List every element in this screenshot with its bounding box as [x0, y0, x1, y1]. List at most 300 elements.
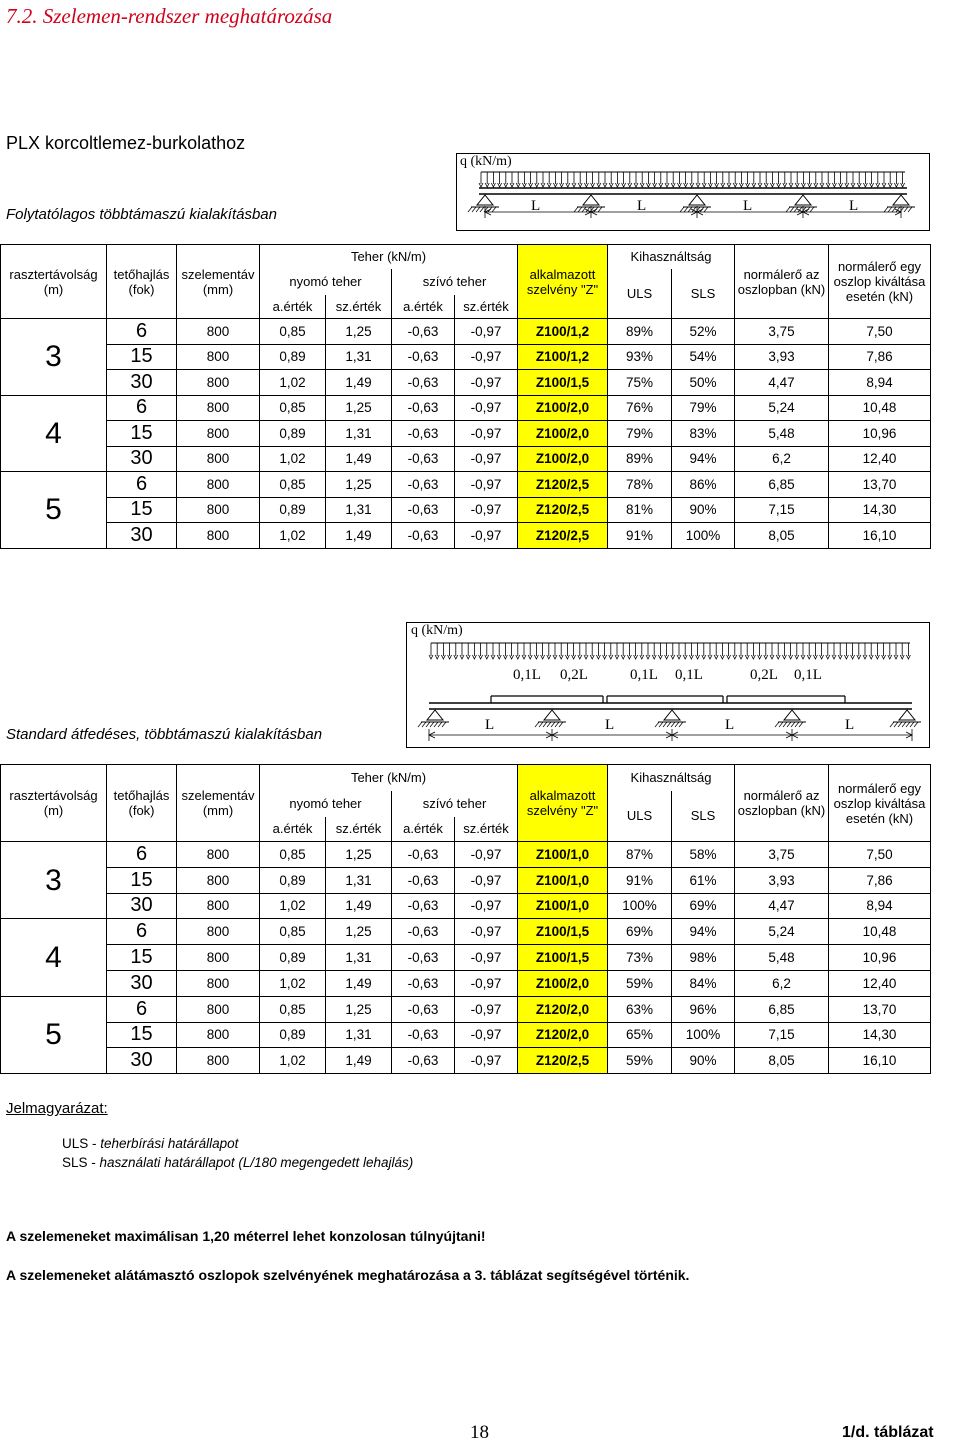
table-cell: -0,97: [455, 842, 518, 868]
fixed-support-icon: [468, 195, 499, 212]
span-label: L: [849, 198, 859, 214]
table-cell: 79%: [672, 395, 735, 421]
table-cell: -0,63: [392, 1048, 455, 1074]
table-cell: 91%: [608, 523, 672, 549]
table-cell: 800: [177, 945, 260, 971]
table-cell: 83%: [672, 421, 735, 447]
table-cell: 81%: [608, 497, 672, 523]
table-cell: 1,31: [326, 945, 392, 971]
legend-title: Jelmagyarázat:: [6, 1100, 108, 1117]
table-cell: 7,86: [829, 867, 931, 893]
table-cell: 1,02: [260, 970, 326, 996]
table-cell: 89%: [608, 446, 672, 472]
table-cell: 94%: [672, 919, 735, 945]
cell-szelveny: Z120/2,5: [518, 1048, 608, 1074]
table-cell: 12,40: [829, 446, 931, 472]
raszter-group: 5: [1, 996, 107, 1073]
table-cell: 800: [177, 497, 260, 523]
cell-szelveny: Z100/1,0: [518, 867, 608, 893]
header-szelveny: alkalmazott szelvény "Z": [518, 765, 608, 842]
cell-tetohajlas: 30: [107, 1048, 177, 1074]
cell-tetohajlas: 6: [107, 472, 177, 498]
table-cell: -0,63: [392, 945, 455, 971]
table-row: [1, 945, 931, 971]
note-columns: A szelemeneket alátámasztó oszlopok szelvényének meghatározása a 3. táblázat segítségével történik.: [6, 1267, 690, 1283]
table-cell: -0,63: [392, 395, 455, 421]
table-row: [1, 867, 931, 893]
legend-key: SLS -: [62, 1155, 96, 1170]
table-cell: 16,10: [829, 1048, 931, 1074]
table-cell: 1,25: [326, 472, 392, 498]
table-row: [1, 1048, 931, 1074]
table-cell: -0,97: [455, 970, 518, 996]
header-teher: Teher (kN/m): [260, 765, 518, 791]
header-szelementav: szelementáv (mm): [177, 765, 260, 842]
table-row: [1, 970, 931, 996]
cell-szelveny: Z100/1,5: [518, 919, 608, 945]
page-title: 7.2. Szelemen-rendszer meghatározása: [6, 4, 333, 28]
overlap-label: 0,2L: [560, 667, 588, 683]
table-cell: 10,96: [829, 945, 931, 971]
roller-support-icon: [890, 710, 921, 727]
header-aertek: a.érték: [392, 817, 455, 842]
table-row: [1, 842, 931, 868]
table-cell: -0,97: [455, 421, 518, 447]
table-cell: 800: [177, 1022, 260, 1048]
table-cell: 14,30: [829, 497, 931, 523]
table-cell: 5,24: [735, 919, 829, 945]
table-cell: 10,96: [829, 421, 931, 447]
table-cell: 0,89: [260, 1022, 326, 1048]
table-cell: -0,97: [455, 1022, 518, 1048]
table-cell: 1,31: [326, 421, 392, 447]
roller-support-icon: [786, 195, 817, 212]
table-cell: -0,97: [455, 497, 518, 523]
table-cell: 93%: [608, 344, 672, 370]
table-cell: 0,89: [260, 344, 326, 370]
table-cell: -0,63: [392, 893, 455, 919]
cell-tetohajlas: 6: [107, 319, 177, 345]
header-normalero: normálerő az oszlopban (kN): [735, 765, 829, 842]
cell-szelveny: Z100/2,0: [518, 421, 608, 447]
table-row: [1, 523, 931, 549]
header-szertek: sz.érték: [326, 817, 392, 842]
table-cell: 7,50: [829, 319, 931, 345]
table-cell: 6,85: [735, 472, 829, 498]
table-cell: -0,63: [392, 919, 455, 945]
table-cell: -0,63: [392, 472, 455, 498]
header-normalero: normálerő az oszlopban (kN): [735, 245, 829, 319]
table-cell: 8,05: [735, 1048, 829, 1074]
span-label: L: [605, 717, 615, 733]
table-cell: -0,97: [455, 945, 518, 971]
cell-szelveny: Z100/1,2: [518, 319, 608, 345]
cell-tetohajlas: 6: [107, 996, 177, 1022]
table-cell: -0,97: [455, 370, 518, 396]
table-cell: 1,49: [326, 1048, 392, 1074]
table-cell: 90%: [672, 497, 735, 523]
span-label: L: [743, 198, 753, 214]
cell-szelveny: Z100/1,5: [518, 945, 608, 971]
table-row: [1, 893, 931, 919]
table-cell: -0,97: [455, 1048, 518, 1074]
header-szivo: szívó teher: [392, 791, 518, 817]
table-cell: -0,63: [392, 446, 455, 472]
cell-tetohajlas: 15: [107, 497, 177, 523]
cell-szelveny: Z120/2,5: [518, 497, 608, 523]
raszter-group: 4: [1, 395, 107, 472]
table-row: [1, 370, 931, 396]
table-cell: 800: [177, 996, 260, 1022]
legend-item-uls: [62, 1136, 238, 1151]
table-cell: 0,85: [260, 919, 326, 945]
table-cell: 1,31: [326, 497, 392, 523]
roller-support-icon: [680, 195, 711, 212]
table-cell: 58%: [672, 842, 735, 868]
cell-tetohajlas: 15: [107, 344, 177, 370]
table-cell: 14,30: [829, 1022, 931, 1048]
span-label: L: [845, 717, 855, 733]
table-cell: -0,63: [392, 319, 455, 345]
table-cell: 5,24: [735, 395, 829, 421]
cell-tetohajlas: 15: [107, 1022, 177, 1048]
cell-tetohajlas: 30: [107, 893, 177, 919]
note-cantilever: A szelemeneket maximálisan 1,20 méterrel lehet konzolosan túlnyújtani!: [6, 1228, 486, 1244]
header-szertek: sz.érték: [455, 295, 518, 319]
table-cell: 59%: [608, 1048, 672, 1074]
header-kihasznaltsag: Kihasználtság: [608, 245, 735, 269]
table-cell: 0,85: [260, 395, 326, 421]
results-table-continuous: [0, 244, 931, 549]
table-cell: 100%: [672, 1022, 735, 1048]
header-uls: ULS: [608, 791, 672, 842]
header-szertek: sz.érték: [326, 295, 392, 319]
table-cell: 4,47: [735, 370, 829, 396]
table-cell: 94%: [672, 446, 735, 472]
cell-tetohajlas: 6: [107, 842, 177, 868]
table-row: [1, 319, 931, 345]
header-tetohajlas: tetőhajlás (fok): [107, 765, 177, 842]
table-cell: -0,63: [392, 523, 455, 549]
table-cell: 87%: [608, 842, 672, 868]
table-cell: 1,02: [260, 446, 326, 472]
legend-text: használati határállapot (L/180 megengedett lehajlás): [99, 1155, 414, 1170]
header-sls: SLS: [672, 791, 735, 842]
header-aertek: a.érték: [260, 295, 326, 319]
table-cell: -0,63: [392, 1022, 455, 1048]
table-row: [1, 472, 931, 498]
table-row: [1, 996, 931, 1022]
table-cell: 1,02: [260, 893, 326, 919]
table-cell: 1,49: [326, 893, 392, 919]
header-nyomo: nyomó teher: [260, 791, 392, 817]
table-cell: 1,02: [260, 370, 326, 396]
table-cell: 8,05: [735, 523, 829, 549]
overlap-label: 0,1L: [513, 667, 541, 683]
table-cell: 63%: [608, 996, 672, 1022]
table-cell: 1,25: [326, 319, 392, 345]
table-cell: 1,49: [326, 446, 392, 472]
table-cell: -0,63: [392, 970, 455, 996]
span-label: L: [531, 198, 541, 214]
cell-szelveny: Z100/2,0: [518, 970, 608, 996]
table-cell: 7,50: [829, 842, 931, 868]
table-cell: -0,97: [455, 919, 518, 945]
table-cell: 1,31: [326, 344, 392, 370]
table-cell: 59%: [608, 970, 672, 996]
table-cell: 0,89: [260, 867, 326, 893]
cell-tetohajlas: 6: [107, 919, 177, 945]
header-raszter: rasztertávolság (m): [1, 245, 107, 319]
table-row: [1, 395, 931, 421]
beam-svg: [457, 154, 929, 230]
cell-tetohajlas: 30: [107, 446, 177, 472]
table-cell: 5,48: [735, 945, 829, 971]
overlap-label: 0,1L: [630, 667, 658, 683]
table-cell: 98%: [672, 945, 735, 971]
table-cell: 1,31: [326, 867, 392, 893]
table-cell: 1,02: [260, 1048, 326, 1074]
table-cell: 3,93: [735, 344, 829, 370]
table-cell: 7,15: [735, 1022, 829, 1048]
raszter-group: 3: [1, 842, 107, 919]
table-cell: -0,97: [455, 472, 518, 498]
table-cell: 1,49: [326, 970, 392, 996]
header-szelveny: alkalmazott szelvény "Z": [518, 245, 608, 319]
table-cell: 90%: [672, 1048, 735, 1074]
legend-item-sls: [62, 1155, 413, 1170]
raszter-group: 4: [1, 919, 107, 996]
table-cell: 800: [177, 893, 260, 919]
table-cell: 800: [177, 344, 260, 370]
table-cell: -0,97: [455, 319, 518, 345]
span-label: L: [637, 198, 647, 214]
table-cell: -0,63: [392, 497, 455, 523]
table-row: [1, 344, 931, 370]
table-cell: 0,85: [260, 842, 326, 868]
table-cell: 54%: [672, 344, 735, 370]
table-cell: 89%: [608, 319, 672, 345]
roller-support-icon: [775, 710, 806, 727]
raszter-group: 5: [1, 472, 107, 549]
cell-tetohajlas: 6: [107, 395, 177, 421]
section-subtitle: PLX korcoltlemez-burkolathoz: [6, 133, 246, 153]
table-cell: -0,63: [392, 344, 455, 370]
table-cell: 1,49: [326, 523, 392, 549]
table-cell: 13,70: [829, 996, 931, 1022]
table-cell: 91%: [608, 867, 672, 893]
table-cell: -0,63: [392, 421, 455, 447]
cell-tetohajlas: 30: [107, 370, 177, 396]
table-cell: 1,25: [326, 842, 392, 868]
cell-szelveny: Z100/2,0: [518, 446, 608, 472]
table-cell: -0,97: [455, 996, 518, 1022]
table-cell: -0,97: [455, 446, 518, 472]
fixed-support-icon: [418, 710, 449, 727]
table-cell: 73%: [608, 945, 672, 971]
table-cell: 800: [177, 472, 260, 498]
table-cell: -0,63: [392, 842, 455, 868]
cell-szelveny: Z120/2,0: [518, 996, 608, 1022]
cell-tetohajlas: 15: [107, 945, 177, 971]
span-label: L: [725, 717, 735, 733]
legend-key: ULS -: [62, 1136, 97, 1151]
table-cell: 96%: [672, 996, 735, 1022]
header-szelementav: szelementáv (mm): [177, 245, 260, 319]
table-cell: 800: [177, 1048, 260, 1074]
header-raszter: rasztertávolság (m): [1, 765, 107, 842]
table-cell: 10,48: [829, 395, 931, 421]
table-cell: -0,97: [455, 523, 518, 549]
table-cell: 0,85: [260, 319, 326, 345]
table-cell: 86%: [672, 472, 735, 498]
table-cell: 800: [177, 446, 260, 472]
table-cell: 100%: [608, 893, 672, 919]
table-cell: 8,94: [829, 370, 931, 396]
table-cell: 52%: [672, 319, 735, 345]
table-cell: 7,86: [829, 344, 931, 370]
table-cell: 800: [177, 867, 260, 893]
table-cell: 100%: [672, 523, 735, 549]
header-sls: SLS: [672, 269, 735, 319]
table-cell: 16,10: [829, 523, 931, 549]
table-cell: 6,2: [735, 446, 829, 472]
table-cell: 12,40: [829, 970, 931, 996]
table-cell: 69%: [672, 893, 735, 919]
overlap-label: 0,1L: [675, 667, 703, 683]
table-cell: 800: [177, 395, 260, 421]
header-kihasznaltsag: Kihasználtság: [608, 765, 735, 791]
header-teher: Teher (kN/m): [260, 245, 518, 269]
table-cell: 79%: [608, 421, 672, 447]
load-label: q (kN/m): [460, 154, 512, 169]
header-uls: ULS: [608, 269, 672, 319]
table-cell: 800: [177, 919, 260, 945]
roller-support-icon: [655, 710, 686, 727]
overlap-label: 0,2L: [750, 667, 778, 683]
table-cell: -0,63: [392, 996, 455, 1022]
cell-tetohajlas: 15: [107, 867, 177, 893]
overlap-label: 0,1L: [794, 667, 822, 683]
table-cell: 65%: [608, 1022, 672, 1048]
table-cell: -0,97: [455, 344, 518, 370]
table-row: [1, 919, 931, 945]
roller-support-icon: [884, 195, 915, 212]
table-cell: -0,97: [455, 893, 518, 919]
table-cell: 69%: [608, 919, 672, 945]
table-row: [1, 446, 931, 472]
table-cell: 1,31: [326, 1022, 392, 1048]
table-cell: 7,15: [735, 497, 829, 523]
table-cell: -0,97: [455, 395, 518, 421]
header-szivo: szívó teher: [392, 269, 518, 295]
legend-text: teherbírási határállapot: [100, 1136, 239, 1151]
cell-szelveny: Z120/2,5: [518, 523, 608, 549]
table-cell: 0,85: [260, 472, 326, 498]
table-cell: 78%: [608, 472, 672, 498]
header-nyomo: nyomó teher: [260, 269, 392, 295]
cell-szelveny: Z100/1,0: [518, 842, 608, 868]
table-cell: 800: [177, 970, 260, 996]
cell-szelveny: Z120/2,0: [518, 1022, 608, 1048]
table-cell: 3,75: [735, 842, 829, 868]
table-cell: 76%: [608, 395, 672, 421]
table-cell: 61%: [672, 867, 735, 893]
table-row: [1, 497, 931, 523]
table-cell: 10,48: [829, 919, 931, 945]
page-number: 18: [470, 1422, 489, 1443]
table-cell: -0,63: [392, 370, 455, 396]
table-cell: 1,25: [326, 395, 392, 421]
table-cell: 84%: [672, 970, 735, 996]
cell-tetohajlas: 30: [107, 970, 177, 996]
roller-support-icon: [535, 710, 566, 727]
section-title-overlap: Standard átfedéses, többtámaszú kialakításban: [6, 726, 323, 743]
table-cell: 8,94: [829, 893, 931, 919]
table-cell: 1,49: [326, 370, 392, 396]
table-cell: -0,63: [392, 867, 455, 893]
table-cell: 4,47: [735, 893, 829, 919]
table-cell: 13,70: [829, 472, 931, 498]
table-cell: 6,2: [735, 970, 829, 996]
header-normalero-egy: normálerő egy oszlop kiváltása esetén (kN): [829, 765, 931, 842]
table-cell: 800: [177, 370, 260, 396]
table-cell: 0,85: [260, 996, 326, 1022]
cell-szelveny: Z100/1,5: [518, 370, 608, 396]
table-cell: 0,89: [260, 421, 326, 447]
section-title-continuous: Folytatólagos többtámaszú kialakításban: [6, 206, 277, 223]
table-cell: 800: [177, 421, 260, 447]
roller-support-icon: [574, 195, 605, 212]
table-cell: 3,75: [735, 319, 829, 345]
cell-szelveny: Z100/1,2: [518, 344, 608, 370]
continuous-beam-diagram: [456, 153, 930, 231]
table-cell: 6,85: [735, 996, 829, 1022]
header-aertek: a.érték: [260, 817, 326, 842]
table-cell: 800: [177, 842, 260, 868]
table-cell: 1,02: [260, 523, 326, 549]
table-cell: 0,89: [260, 497, 326, 523]
table-reference: 1/d. táblázat: [842, 1424, 934, 1441]
load-label: q (kN/m): [411, 623, 463, 638]
table-cell: 800: [177, 319, 260, 345]
header-normalero-egy: normálerő egy oszlop kiváltása esetén (kN): [829, 245, 931, 319]
table-cell: 1,25: [326, 919, 392, 945]
span-label: L: [485, 717, 495, 733]
table-cell: 3,93: [735, 867, 829, 893]
table-row: [1, 421, 931, 447]
header-tetohajlas: tetőhajlás (fok): [107, 245, 177, 319]
table-row: [1, 1022, 931, 1048]
table-cell: 0,89: [260, 945, 326, 971]
raszter-group: 3: [1, 319, 107, 396]
header-szertek: sz.érték: [455, 817, 518, 842]
table-cell: 50%: [672, 370, 735, 396]
cell-szelveny: Z100/2,0: [518, 395, 608, 421]
cell-szelveny: Z120/2,5: [518, 472, 608, 498]
table-cell: -0,97: [455, 867, 518, 893]
cell-szelveny: Z100/1,0: [518, 893, 608, 919]
table-cell: 5,48: [735, 421, 829, 447]
table-cell: 75%: [608, 370, 672, 396]
overlap-beam-diagram: [406, 622, 930, 748]
results-table-overlap: [0, 764, 931, 1074]
table-cell: 800: [177, 523, 260, 549]
cell-tetohajlas: 15: [107, 421, 177, 447]
table-cell: 1,25: [326, 996, 392, 1022]
cell-tetohajlas: 30: [107, 523, 177, 549]
header-aertek: a.érték: [392, 295, 455, 319]
